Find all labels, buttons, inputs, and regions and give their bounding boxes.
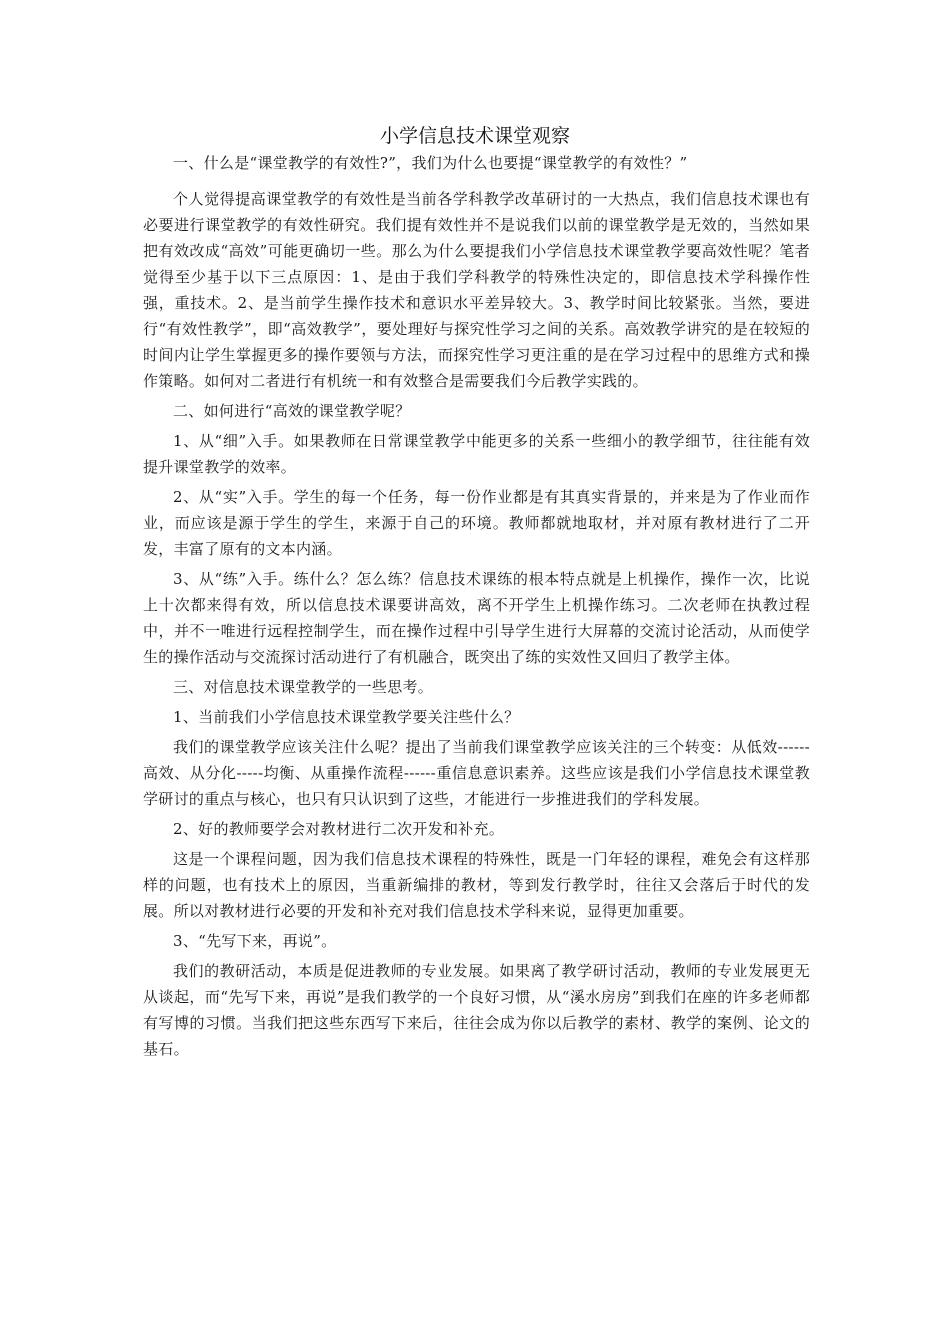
paragraph: 1、从“细”入手。如果教师在日常课堂教学中能更多的关系一些细小的教学细节，往往能有效提升课堂教学的效率。 (143, 432, 810, 476)
paragraph: 我们的教研活动，本质是促进教师的专业发展。如果离了教学研讨活动，教师的专业发展更无从谈起，而“先写下来，再说”是我们教学的一个良好习惯，从“溪水房房”到我们在座的许多老师都有写博的习惯。当我们把这些东西写下来后，往往会成为你以后教学的素材、教学的案例、论文的基石。 (143, 962, 810, 1058)
section-heading-3: 三、对信息技术课堂教学的一些思考。 (173, 678, 434, 696)
paragraph: 这是一个课程问题，因为我们信息技术课程的特殊性，既是一门年轻的课程，难免会有这样那样的问题，也有技术上的原因，当重新编排的教材，等到发行教学时，往往又会落后于时代的发展。所以对教材进行必要的开发和补充对我们信息技术学科来说，显得更加重要。 (143, 850, 810, 920)
section-heading-1: 一、什么是“课堂教学的有效性?”，我们为什么也要提“课堂教学的有效性？” (173, 154, 688, 172)
document-title: 小学信息技术课堂观察 (379, 125, 570, 147)
subheading: 1、当前我们小学信息技术课堂教学要关注些什么？ (173, 708, 520, 726)
paragraph: 3、从“练”入手。练什么？怎么练？信息技术课练的根本特点就是上机操作，操作一次，比说上十次都来得有效，所以信息技术课要讲高效，离不开学生上机操作练习。二次老师在执教过程中，并不一唯进行远程控制学生，而在操作过程中引导学生进行大屏幕的交流讨论活动，从而使学生的操作活动与交流探讨活动进行了有机融合，既突出了练的实效性又回归了教学主体。 (143, 570, 810, 666)
subheading: 2、好的教师要学会对教材进行二次开发和补充。 (173, 820, 505, 838)
document-body (143, 150, 810, 1066)
section-heading-2: 二、如何进行“高效的课堂教学呢？ (173, 402, 411, 420)
subheading: 3、“先写下来，再说”。 (173, 932, 337, 950)
paragraph: 2、从“实”入手。学生的每一个任务，每一份作业都是有其真实背景的，并来是为了作业而作业，而应该是源于学生的学生，来源于自己的环境。教师都就地取材，并对原有教材进行了二开发，丰富了原有的文本内涵。 (143, 488, 810, 558)
paragraph: 我们的课堂教学应该关注什么呢？提出了当前我们课堂教学应该关注的三个转变：从低效------高效、从分化-----均衡、从重操作流程------重信息意识素养。这些应该是我们小学信息技术课堂教学研讨的重点与核心，也只有只认识到了这些，才能进行一步推进我们的学科发展。 (143, 738, 810, 808)
paragraph: 个人觉得提高课堂教学的有效性是当前各学科教学改革研讨的一大热点，我们信息技术课也有必要进行课堂教学的有效性研究。我们提有效性并不是说我们以前的课堂教学是无效的，当然如果把有效改成“高效”可能更确切一些。那么为什么要提我们小学信息技术课堂教学要高效性呢？笔者觉得至少基于以下三点原因：1、是由于我们学科教学的特殊性决定的，即信息技术学科操作性强，重技术。2、是当前学生操作技术和意识水平差异较大。3、教学时间比较紧张。当然，要进行“有效性教学”，即“高效教学”，要处理好与探究性学习之间的关系。高效教学讲究的是在较短的时间内让学生掌握更多的操作要领与方法，而探究性学习更注重的是在学习过程中的思维方式和操作策略。如何对二者进行有机统一和有效整合是需要我们今后教学实践的。 (143, 190, 810, 390)
